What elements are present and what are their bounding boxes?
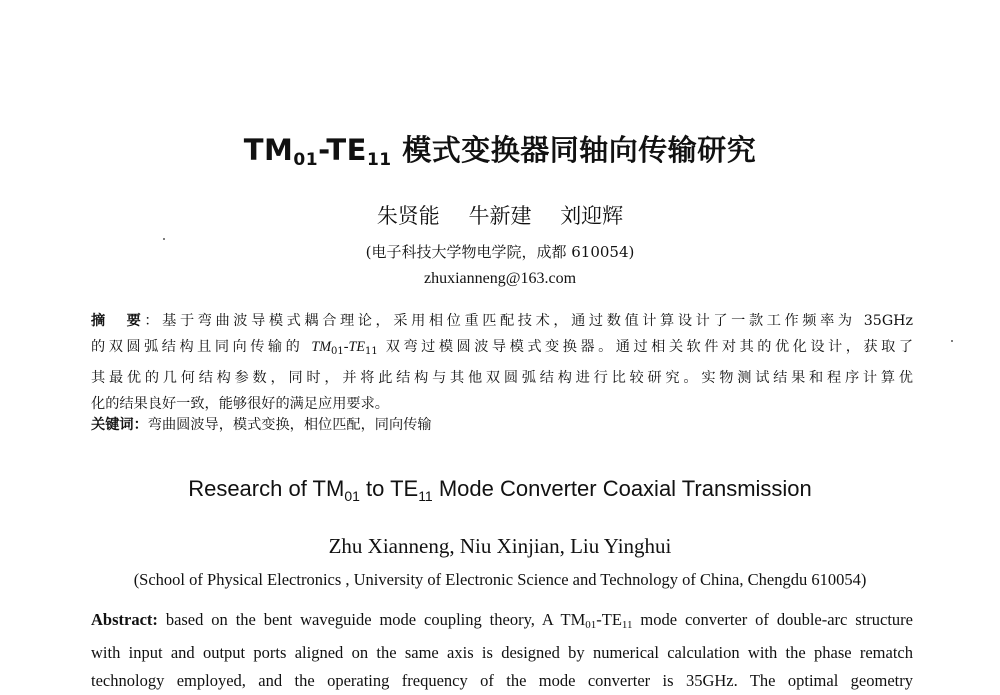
scan-speck <box>951 340 953 342</box>
abstract-cn-label: 摘 要 <box>91 313 145 329</box>
title-en-part: Mode Converter Coaxial Transmission <box>432 476 812 501</box>
abstract-en-text: based on the bent waveguide mode coupling theory, A TM <box>157 610 586 629</box>
abstract-cn-tm: TM <box>311 339 332 355</box>
abstract-cn-sub: 11 <box>365 346 378 357</box>
abstract-en-text: -TE <box>596 610 622 629</box>
authors-cn <box>0 200 1000 230</box>
abstract-en-label: Abstract: <box>91 610 158 629</box>
author-email: zhuxianneng@163.com <box>423 270 577 287</box>
paper-title-cn <box>0 128 1000 170</box>
abstract-cn-text: 的双圆弧结构且同向传输的 <box>91 339 312 355</box>
abstract-cn-text: 双弯过模圆波导模式变换器。通过相关软件对其的优化设计，获取了 <box>377 339 914 355</box>
abstract-cn-line: 化的结果良好一致，能够很好的满足应用要求。 <box>91 396 389 412</box>
abstract-en <box>91 606 913 695</box>
abstract-cn-sub: 01 <box>331 346 344 357</box>
author-cn-3: 刘迎辉 <box>560 204 624 228</box>
abstract-en-line: technology employed, and the operating frequency of the mode converter is 35GHz. The optimal geometry <box>91 671 913 690</box>
abstract-cn-te: -TE <box>343 339 366 355</box>
scan-speck <box>163 238 165 240</box>
title-en-part: Research of TM <box>188 476 345 501</box>
abstract-cn-line <box>91 334 913 365</box>
keywords-cn <box>91 414 432 434</box>
abstract-cn-text: 基于弯曲波导模式耦合理论，采用相位重匹配技术，通过数值计算设计了一款工作频率为 35GHz <box>162 313 913 329</box>
affiliation-en: (School of Physical Electronics , University of Electronic Science and Technology of China, Chengdu 610054) <box>133 570 867 589</box>
keywords-cn-label: 关键词 <box>91 417 134 433</box>
abstract-en-text: mode converter of double-arc structure <box>632 610 914 629</box>
abstract-cn <box>91 308 913 417</box>
title-en-sub: 11 <box>418 488 433 504</box>
paper-title-en <box>0 476 1000 504</box>
abstract-en-line: with input and output ports aligned on the same axis is designed by numerical calculation with the phase rematch <box>91 643 913 662</box>
abstract-cn-line <box>91 308 913 334</box>
authors-en: Zhu Xianneng, Niu Xinjian, Liu Yinghui <box>328 534 672 558</box>
abstract-en-sub: 01 <box>585 619 597 631</box>
abstract-en-line <box>91 606 913 639</box>
title-cn-te: -TE <box>318 133 367 167</box>
title-cn-rest: 模式变换器同轴向传输研究 <box>391 133 757 167</box>
title-cn-sub1: 01 <box>293 150 319 170</box>
abstract-cn-line: 其最优的几何结构参数，同时，并将此结构与其他双圆弧结构进行比较研究。实物测试结果和程序计算优 <box>91 370 913 386</box>
abstract-cn-colon: ： <box>144 313 163 329</box>
title-en-part: to TE <box>359 476 419 501</box>
title-en-sub: 01 <box>344 488 360 504</box>
title-cn-sub2: 11 <box>366 150 392 170</box>
author-cn-2: 牛新建 <box>468 204 532 228</box>
abstract-en-sub: 11 <box>621 619 633 631</box>
title-cn-tm: TM <box>243 133 294 167</box>
keywords-cn-colon: ： <box>133 417 148 433</box>
author-cn-1: 朱贤能 <box>376 204 440 228</box>
keywords-cn-text: 弯曲圆波导，模式变换，相位匹配，同向传输 <box>147 417 432 433</box>
affiliation-cn: (电子科技大学物电学院，成都 610054) <box>365 243 635 261</box>
